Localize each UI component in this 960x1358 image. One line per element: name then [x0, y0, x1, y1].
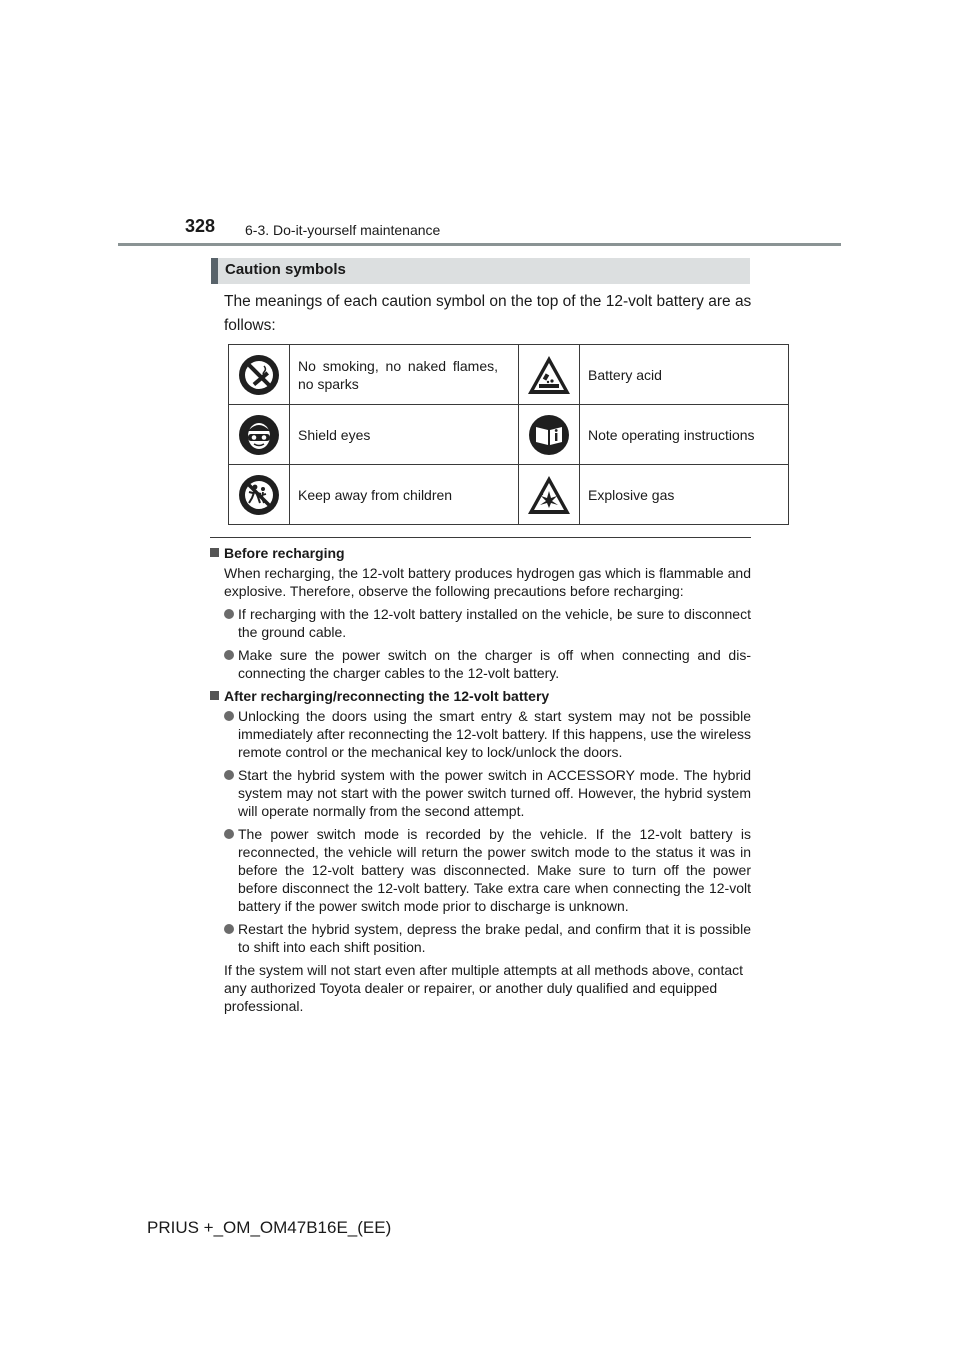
- round-bullet-icon: [224, 924, 234, 934]
- before-recharging-heading: [210, 545, 751, 562]
- round-bullet-icon: [224, 711, 234, 721]
- notes-section: [210, 537, 751, 1015]
- keep-away-children-icon: [238, 474, 280, 516]
- symbol-cell: [229, 465, 290, 525]
- intro-paragraph: The meanings of each caution symbol on the top of the 12-volt battery are as follows:: [224, 293, 752, 334]
- symbol-label: Shield eyes: [290, 405, 519, 465]
- list-item: [224, 605, 751, 641]
- after-recharging-heading: [210, 688, 751, 705]
- list-item-text: Restart the hybrid system, depress the brake pedal, and confirm that it is possible to shift into each shift position.: [238, 921, 751, 955]
- symbol-label: Explosive gas: [580, 465, 789, 525]
- symbol-label: Battery acid: [580, 345, 789, 405]
- table-row: [229, 345, 789, 405]
- header-divider: [118, 243, 841, 246]
- symbol-cell: [229, 345, 290, 405]
- round-bullet-icon: [224, 650, 234, 660]
- explosive-gas-icon: [526, 474, 572, 516]
- page-number: 328: [185, 216, 216, 236]
- list-item: [224, 825, 751, 915]
- list-item-text: Start the hybrid system with the power switch in ACCESSORY mode. The hybrid system may not start with the power switch turned off. However, the hybrid system will operate normally from the second attempt.: [238, 767, 751, 819]
- list-item-text: Make sure the power switch on the charger is off when connecting and disconnecting the charger cables to the 12-volt battery.: [238, 647, 751, 681]
- square-bullet-icon: [210, 691, 219, 700]
- heading-text: Caution symbols: [225, 261, 346, 278]
- after-recharging-title: After recharging/reconnecting the 12-volt battery: [224, 688, 550, 704]
- before-recharging-text: When recharging, the 12-volt battery produces hydrogen gas which is flammable and explosive. Therefore, observe the following precautions before recharging:: [224, 565, 751, 599]
- symbol-label: Note operating instructions: [580, 405, 789, 465]
- battery-acid-icon: [526, 354, 572, 396]
- table-row: [229, 405, 789, 465]
- list-item-text: If recharging with the 12-volt battery installed on the vehicle, be sure to disconnect the ground cable.: [238, 606, 751, 640]
- operating-instructions-icon: [528, 414, 570, 456]
- round-bullet-icon: [224, 770, 234, 780]
- shield-eyes-icon: [238, 414, 280, 456]
- list-item: [224, 920, 751, 956]
- list-item-text: Unlocking the doors using the smart entry & start system may not be possible immediately after reconnecting the 12-volt battery. If this happens, use the wireless remote control or the mechanical key to lock/unlock the doors.: [238, 708, 751, 760]
- table-row: [229, 465, 789, 525]
- document-footer: PRIUS +_OM_OM47B16E_(EE): [147, 1218, 392, 1237]
- no-smoking-icon: [238, 354, 280, 396]
- symbol-label: No smoking, no naked flames, no sparks: [290, 345, 519, 405]
- caution-symbols-table: [228, 344, 789, 525]
- symbol-label: Keep away from children: [290, 465, 519, 525]
- round-bullet-icon: [224, 829, 234, 839]
- square-bullet-icon: [210, 548, 219, 557]
- round-bullet-icon: [224, 609, 234, 619]
- before-recharging-title: Before recharging: [224, 545, 345, 561]
- symbol-cell: [519, 345, 580, 405]
- list-item: [224, 766, 751, 820]
- caution-symbols-heading: [211, 258, 750, 284]
- symbol-cell: [229, 405, 290, 465]
- closing-paragraph: If the system will not start even after multiple attempts at all methods above, contact any authorized Toyota dealer or repairer, or another duly qualified and equipped professional.: [224, 962, 744, 1014]
- list-item: [224, 646, 751, 682]
- section-title: 6-3. Do-it-yourself maintenance: [245, 222, 441, 238]
- list-item-text: The power switch mode is recorded by the vehicle. If the 12-volt battery is reconnected, the vehicle will return the power switch mode to the status it was in before the 12-volt battery was disconnected. Make sure to turn off the power before disconnect the 12-volt battery. Take extra care when connecting the 12-volt battery if the power switch mode prior to discharge is unknown.: [238, 826, 751, 914]
- list-item: [224, 707, 751, 761]
- symbol-cell: [519, 405, 580, 465]
- symbol-cell: [519, 465, 580, 525]
